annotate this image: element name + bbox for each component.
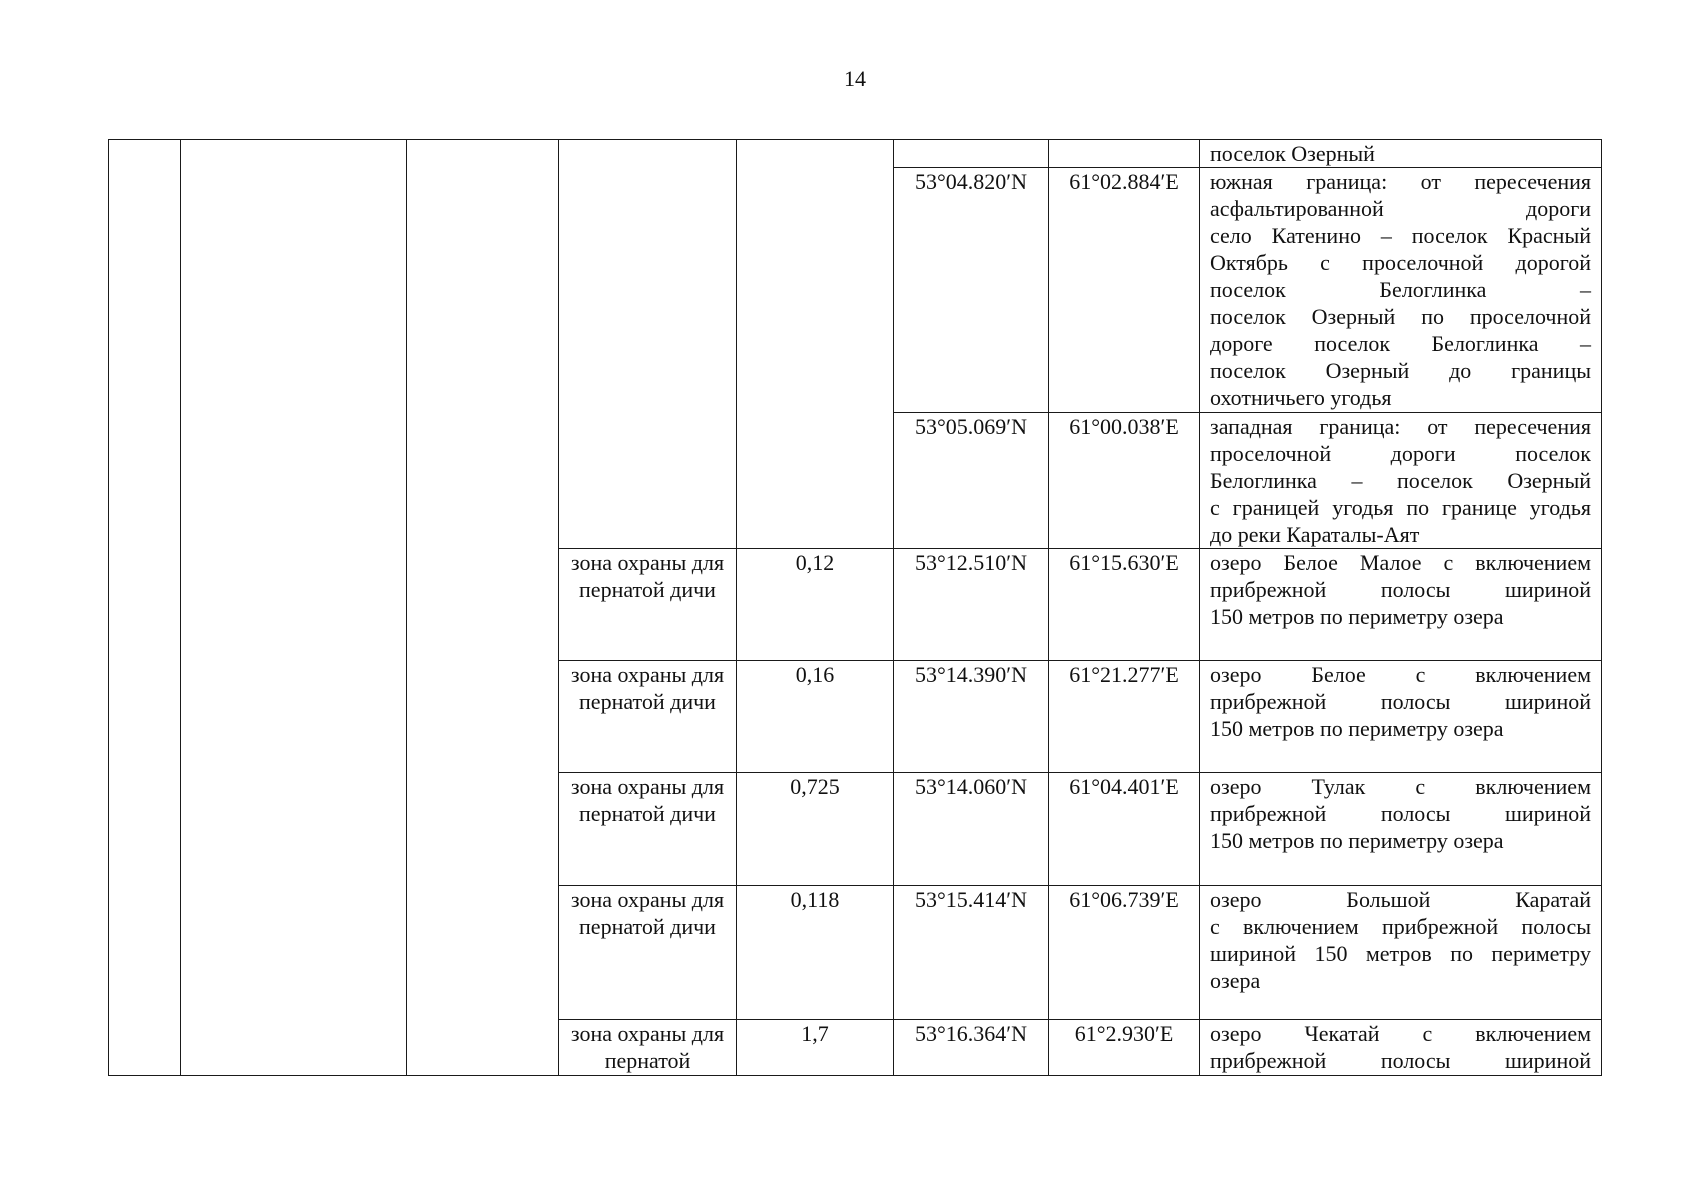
latitude-cell: 53°16.364′N — [894, 1020, 1049, 1076]
zone-cell: зона охраны для пернатой дичи — [559, 886, 737, 1020]
longitude-cell — [1049, 140, 1200, 168]
area-cell — [737, 140, 894, 549]
description-line: озеро Тулак с включением — [1210, 774, 1591, 799]
description-line: с включением прибрежной полосы — [1210, 914, 1591, 939]
zone-cell: зона охраны для пернатой дичи — [559, 773, 737, 886]
description-line: с границей угодья по границе угодья — [1210, 495, 1591, 520]
description-line: 150 метров по периметру озера — [1210, 828, 1504, 853]
latitude-cell: 53°05.069′N — [894, 413, 1049, 549]
description-line: 150 метров по периметру озера — [1210, 604, 1504, 629]
longitude-cell: 61°00.038′E — [1049, 413, 1200, 549]
description-line: озеро Чекатай с включением — [1210, 1021, 1591, 1046]
col-district-cell — [407, 140, 559, 1076]
description-line: до реки Караталы-Аят — [1210, 522, 1420, 547]
description-line: шириной 150 метров по периметру — [1210, 941, 1591, 966]
description-line: озера — [1210, 968, 1261, 993]
longitude-cell: 61°2.930′E — [1049, 1020, 1200, 1076]
description-line: асфальтированной дороги — [1210, 196, 1591, 221]
area-cell: 0,725 — [737, 773, 894, 886]
description-line: поселок Озерный до границы — [1210, 358, 1591, 383]
description-line: поселок Озерный — [1210, 141, 1375, 166]
description-cell — [1200, 413, 1602, 549]
description-line: западная граница: от пересечения — [1210, 414, 1591, 439]
description-cell — [1200, 140, 1602, 168]
description-line: прибрежной полосы шириной — [1210, 801, 1591, 826]
description-line: 150 метров по периметру озера — [1210, 716, 1504, 741]
longitude-cell: 61°21.277′E — [1049, 661, 1200, 773]
zone-cell: зона охраны для пернатой — [559, 1020, 737, 1076]
description-line: озеро Большой Каратай — [1210, 887, 1591, 912]
latitude-cell: 53°04.820′N — [894, 168, 1049, 413]
latitude-cell: 53°14.060′N — [894, 773, 1049, 886]
description-cell — [1200, 168, 1602, 413]
latitude-cell: 53°14.390′N — [894, 661, 1049, 773]
description-line: село Катенино – поселок Красный — [1210, 223, 1591, 248]
col-number-cell — [109, 140, 181, 1076]
page-number: 14 — [844, 66, 866, 91]
description-line: южная граница: от пересечения — [1210, 169, 1591, 194]
hunting-zones-table — [108, 139, 1602, 1076]
description-cell — [1200, 886, 1602, 1020]
description-line: охотничьего угодья — [1210, 385, 1392, 410]
description-cell — [1200, 661, 1602, 773]
description-line: дороге поселок Белоглинка – — [1210, 331, 1591, 356]
zone-cell: зона охраны для пернатой дичи — [559, 661, 737, 773]
description-line: озеро Белое с включением — [1210, 662, 1591, 687]
description-line: прибрежной полосы шириной — [1210, 577, 1591, 602]
longitude-cell: 61°06.739′E — [1049, 886, 1200, 1020]
longitude-cell: 61°15.630′E — [1049, 549, 1200, 661]
area-cell: 1,7 — [737, 1020, 894, 1076]
zone-cell: зона охраны для пернатой дичи — [559, 549, 737, 661]
area-cell: 0,118 — [737, 886, 894, 1020]
latitude-cell: 53°15.414′N — [894, 886, 1049, 1020]
description-line: Октябрь с проселочной дорогой — [1210, 250, 1591, 275]
description-line: проселочной дороги поселок — [1210, 441, 1591, 466]
description-line: поселок Белоглинка – — [1210, 277, 1591, 302]
area-cell: 0,16 — [737, 661, 894, 773]
description-line: озеро Белое Малое с включением — [1210, 550, 1591, 575]
description-cell — [1200, 549, 1602, 661]
description-line: Белоглинка – поселок Озерный — [1210, 468, 1591, 493]
area-cell: 0,12 — [737, 549, 894, 661]
longitude-cell: 61°04.401′E — [1049, 773, 1200, 886]
description-line: поселок Озерный по проселочной — [1210, 304, 1591, 329]
latitude-cell — [894, 140, 1049, 168]
table-row — [109, 140, 1602, 168]
latitude-cell: 53°12.510′N — [894, 549, 1049, 661]
description-line: прибрежной полосы шириной — [1210, 1048, 1591, 1073]
zone-cell — [559, 140, 737, 549]
description-line: прибрежной полосы шириной — [1210, 689, 1591, 714]
col-name-cell — [181, 140, 407, 1076]
description-cell — [1200, 773, 1602, 886]
description-cell — [1200, 1020, 1602, 1076]
longitude-cell: 61°02.884′E — [1049, 168, 1200, 413]
